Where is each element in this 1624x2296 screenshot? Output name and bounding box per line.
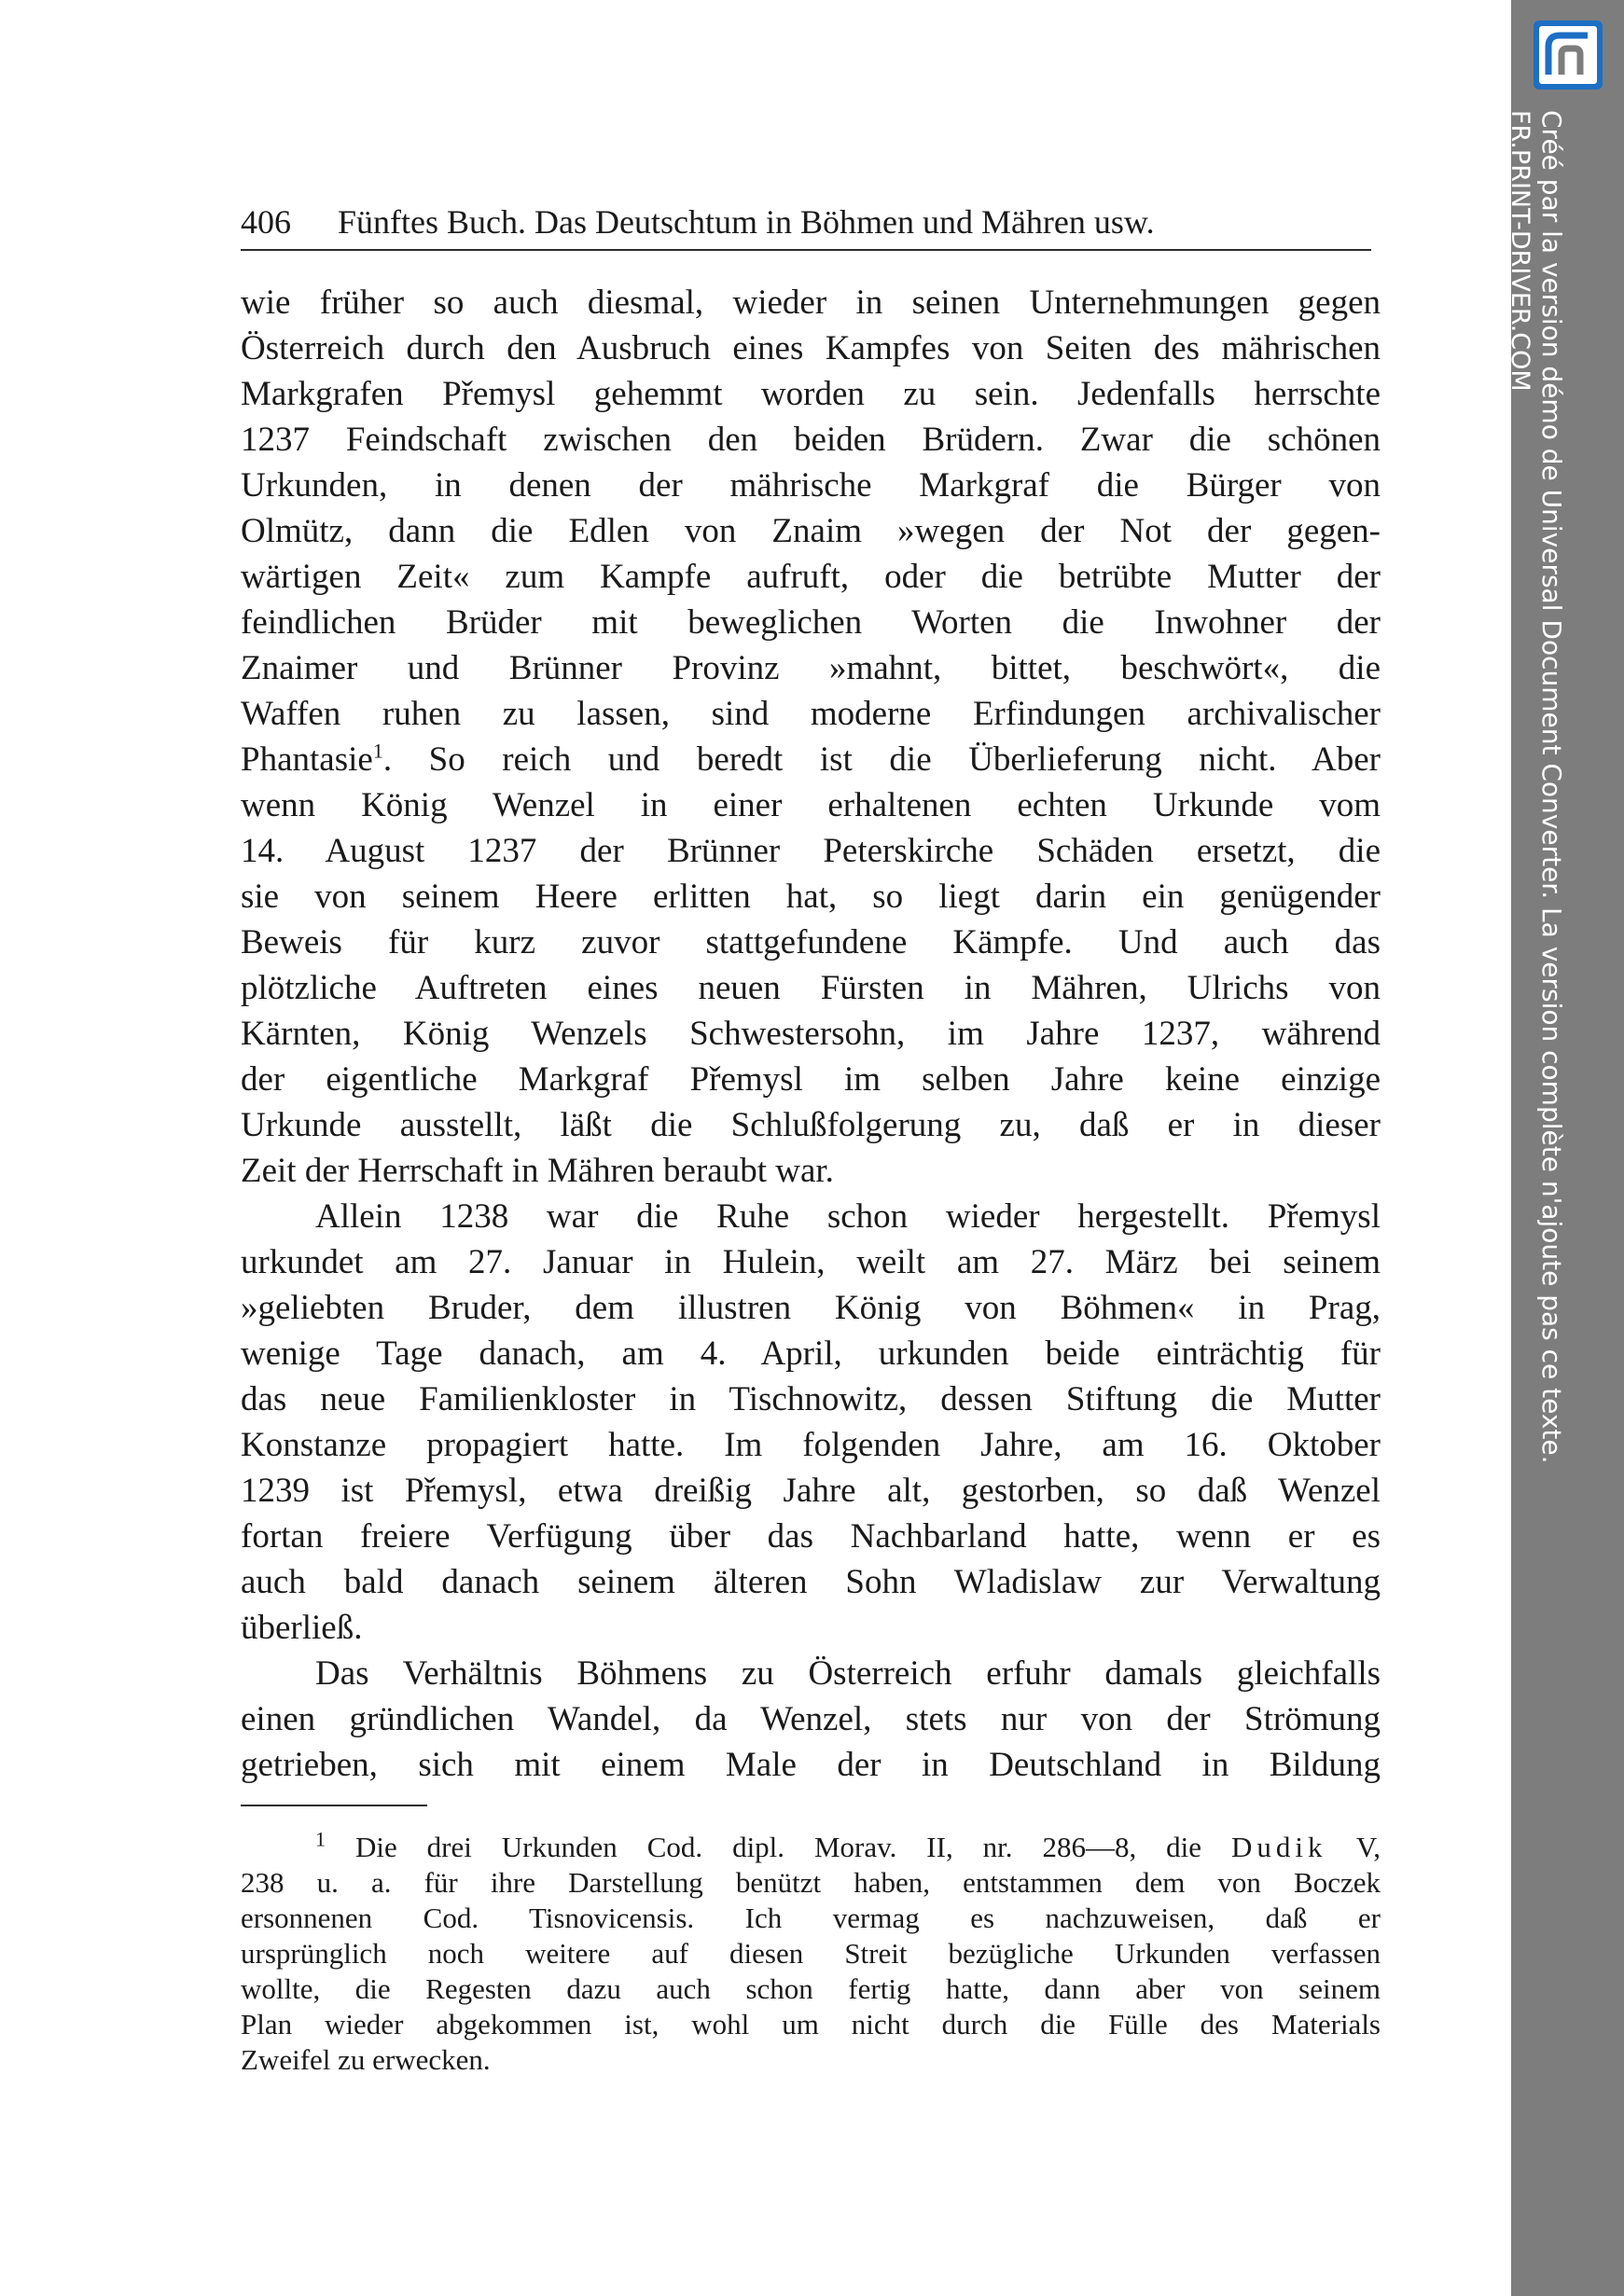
- text-line: »geliebten Bruder, dem illustren König von Böhmen« in Prag,: [241, 1289, 1381, 1327]
- watermark-line: Créé par la version démo de Universal Document Converter. La version complète n'ajoute pas ce texte.: [1536, 110, 1567, 1464]
- footnote-fragment: Die drei Urkunden Cod. dipl. Morav. II, nr. 286—8, die: [354, 1831, 1202, 1863]
- page-number: 406: [241, 203, 291, 241]
- footnote-reference[interactable]: 1: [372, 739, 383, 763]
- watermark-bar: [1506, 0, 1624, 2296]
- text-line: sie von seinem Heere erlitten hat, so liegt darin ein genügender: [241, 878, 1381, 916]
- text-line: Kärnten, König Wenzels Schwestersohn, im Jahre 1237, während: [241, 1015, 1381, 1053]
- text-line: einen gründlichen Wandel, da Wenzel, stets nur von der Strömung: [241, 1700, 1381, 1738]
- watermark-text: [1504, 110, 1567, 1464]
- text-line: urkundet am 27. Januar in Hulein, weilt am 27. März bei seinem: [241, 1243, 1381, 1281]
- text-line: Markgrafen Přemysl gehemmt worden zu sein. Jedenfalls herrschte: [241, 375, 1381, 413]
- text-line: wenige Tage danach, am 4. April, urkunden beide einträchtig für: [241, 1335, 1381, 1373]
- text-line: wie früher so auch diesmal, wieder in seinen Unternehmungen gegen: [241, 284, 1381, 322]
- text-line: 14. August 1237 der Brünner Peterskirche Schäden ersetzt, die: [241, 832, 1381, 870]
- text-line: Olmütz, dann die Edlen von Znaim »wegen der Not der gegen-: [241, 512, 1381, 550]
- running-head: [241, 200, 1369, 244]
- text-line: wenn König Wenzel in einer erhaltenen echten Urkunde vom: [241, 786, 1381, 824]
- footnote-author-name: Dudik: [1230, 1831, 1327, 1863]
- text-line: wärtigen Zeit« zum Kampfe aufruft, oder die betrübte Mutter der: [241, 558, 1381, 596]
- text-line: Zeit der Herrschaft in Mähren beraubt war.: [241, 1152, 834, 1190]
- text-fragment: . So reich und beredt ist die Überlieferung nicht. Aber: [382, 740, 1381, 779]
- text-fragment: Phantasie: [241, 740, 373, 779]
- footnote-line: ursprünglich noch weitere auf diesen Streit bezügliche Urkunden verfassen: [241, 1937, 1381, 1970]
- footnote: [241, 1830, 1381, 2078]
- text-line: Znaimer und Brünner Provinz »mahnt, bittet, beschwört«, die: [241, 649, 1381, 687]
- text-line: Urkunde ausstellt, läßt die Schlußfolgerung zu, daß er in dieser: [241, 1106, 1381, 1144]
- text-line: plötzliche Auftreten eines neuen Fürsten in Mähren, Ulrichs von: [241, 969, 1381, 1007]
- header-rule: [241, 249, 1371, 251]
- text-line: Österreich durch den Ausbruch eines Kampfes von Seiten des mährischen: [241, 329, 1381, 367]
- text-line-with-footnote-ref: [241, 737, 1381, 782]
- watermark-url[interactable]: FR.PRINT-DRIVER.COM: [1506, 110, 1534, 392]
- text-line: Waffen ruhen zu lassen, sind moderne Erfindungen archivalischer: [241, 695, 1381, 733]
- text-line: der eigentliche Markgraf Přemysl im selben Jahre keine einzige: [241, 1060, 1381, 1099]
- footnote-line: [241, 1830, 1381, 1865]
- footnote-line: 238 u. a. für ihre Darstellung benützt haben, entstammen dem von Boczek: [241, 1866, 1381, 1899]
- footnote-line: Plan wieder abgekommen ist, wohl um nicht durch die Fülle des Materials: [241, 2008, 1381, 2040]
- footnote-rule: [241, 1805, 427, 1806]
- running-title: Fünftes Buch. Das Deutschtum in Böhmen und Mähren usw.: [338, 203, 1155, 241]
- footnote-line: Zweifel zu erwecken.: [241, 2043, 491, 2076]
- text-line: Konstanze propagiert hatte. Im folgenden Jahre, am 16. Oktober: [241, 1426, 1381, 1464]
- body-text: [241, 280, 1381, 1788]
- udc-logo-icon: [1532, 19, 1604, 91]
- text-line: Allein 1238 war die Ruhe schon wieder hergestellt. Přemysl: [315, 1197, 1381, 1236]
- footnote-marker: 1: [315, 1830, 326, 1851]
- text-line: das neue Familienkloster in Tischnowitz, dessen Stiftung die Mutter: [241, 1380, 1381, 1418]
- text-line: Urkunden, in denen der mährische Markgraf die Bürger von: [241, 466, 1381, 505]
- text-line: 1237 Feindschaft zwischen den beiden Brüdern. Zwar die schönen: [241, 421, 1381, 459]
- text-line: auch bald danach seinem älteren Sohn Wladislaw zur Verwaltung: [241, 1563, 1381, 1601]
- footnote-fragment: V,: [1355, 1831, 1381, 1863]
- text-line: fortan freiere Verfügung über das Nachbarland hatte, wenn er es: [241, 1517, 1381, 1556]
- footnote-line: ersonnenen Cod. Tisnovicensis. Ich vermag es nachzuweisen, daß er: [241, 1902, 1381, 1934]
- text-line: Beweis für kurz zuvor stattgefundene Kämpfe. Und auch das: [241, 923, 1381, 961]
- footnote-line: wollte, die Regesten dazu auch schon fertig hatte, dann aber von seinem: [241, 1972, 1381, 2005]
- text-line: getrieben, sich mit einem Male der in Deutschland in Bildung: [241, 1746, 1381, 1784]
- text-line: 1239 ist Přemysl, etwa dreißig Jahre alt, gestorben, so daß Wenzel: [241, 1472, 1381, 1510]
- text-line: überließ.: [241, 1609, 363, 1647]
- text-line: Das Verhältnis Böhmens zu Österreich erfuhr damals gleichfalls: [315, 1654, 1381, 1693]
- text-line: feindlichen Brüder mit beweglichen Worten die Inwohner der: [241, 603, 1381, 642]
